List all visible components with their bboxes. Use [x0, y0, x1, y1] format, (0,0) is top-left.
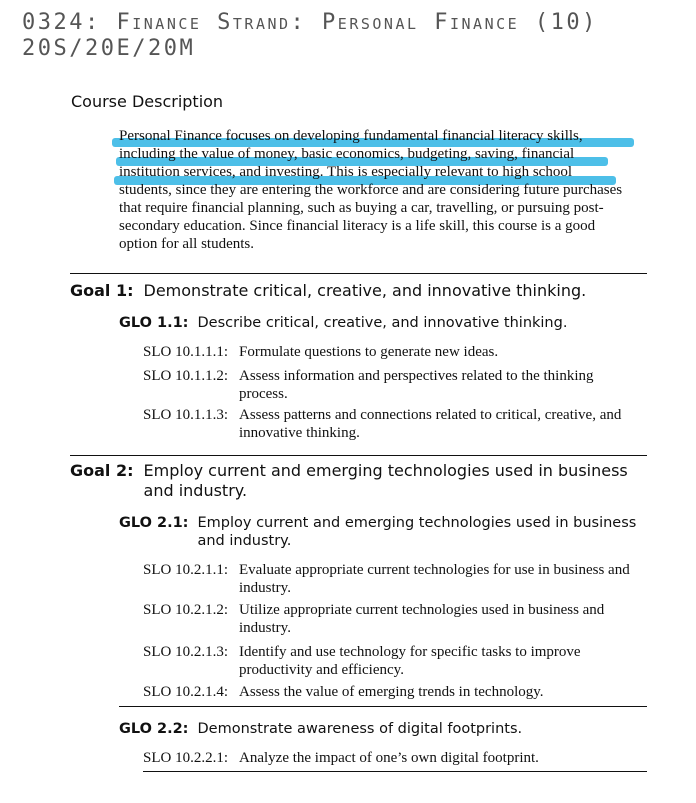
slo-text: Utilize appropriate current technologies used in business and industry.: [239, 602, 605, 636]
glo-label: GLO 1.1:: [119, 315, 189, 331]
course-description-title: Course Description: [71, 92, 224, 111]
grade-level: (10): [519, 10, 598, 35]
slo-code: SLO 10.1.1.1:: [143, 344, 229, 360]
slo-text: Analyze the impact of one’s own digital footprint.: [239, 750, 539, 766]
slo-code: SLO 10.1.1.3:: [143, 407, 229, 423]
glo-2-1: [119, 514, 659, 550]
goal-label: Goal 2:: [70, 461, 134, 480]
divider: [143, 771, 647, 772]
glo-1-1: [119, 314, 659, 332]
slo-item: [143, 643, 643, 679]
slo-item: [143, 601, 643, 637]
slo-code: SLO 10.2.1.2:: [143, 602, 229, 618]
slo-code: SLO 10.1.1.2:: [143, 368, 229, 384]
glo-label: GLO 2.1:: [119, 515, 189, 531]
goal-2: [70, 461, 660, 501]
slo-text: Assess information and perspectives related to the thinking process.: [239, 368, 594, 402]
course-code: 0324:: [22, 10, 117, 35]
glo-text: Demonstrate awareness of digital footprints.: [197, 721, 523, 737]
goal-text: Employ current and emerging technologies used in business and industry.: [143, 461, 628, 500]
goal-label: Goal 1:: [70, 281, 134, 300]
header-line-2: 20S/20E/20M: [22, 36, 196, 61]
glo-text: Employ current and emerging technologies used in business and industry.: [197, 515, 637, 549]
slo-text: Evaluate appropriate current technologies for use in business and industry.: [239, 562, 630, 596]
goal-1: [70, 281, 660, 301]
glo-2-2: [119, 720, 659, 738]
header-line-1: [22, 10, 682, 36]
slo-text: Assess patterns and connections related to critical, creative, and innovative thinking.: [239, 407, 622, 441]
glo-label: GLO 2.2:: [119, 721, 189, 737]
course-description-body: Personal Finance focuses on developing fundamental financial literacy skills, including the value of money, basic economics, budgeting, saving, financial institution services, and investing. This is especially relevant to high school students, since they are entering the workforce and are considering future purchases that require financial planning, such as buying a car, travelling, or pursuing post-secondary education. Since financial literacy is a life skill, this course is a good option for all students.: [119, 128, 623, 252]
strand-title: Finance Strand: Personal Finance: [116, 10, 520, 35]
divider: [70, 455, 647, 456]
slo-text: Assess the value of emerging trends in technology.: [239, 684, 544, 700]
slo-text: Formulate questions to generate new ideas.: [239, 344, 499, 360]
slo-code: SLO 10.2.1.3:: [143, 644, 229, 660]
slo-code: SLO 10.2.2.1:: [143, 750, 229, 766]
goal-text: Demonstrate critical, creative, and innovative thinking.: [143, 281, 587, 300]
slo-item: [143, 367, 643, 403]
page-header: [22, 10, 682, 62]
slo-code: SLO 10.2.1.4:: [143, 684, 229, 700]
divider: [70, 273, 647, 274]
glo-text: Describe critical, creative, and innovative thinking.: [197, 315, 568, 331]
slo-item: [143, 561, 643, 597]
slo-text: Identify and use technology for specific tasks to improve productivity and efficiency.: [239, 644, 581, 678]
slo-item: [143, 343, 643, 361]
slo-code: SLO 10.2.1.1:: [143, 562, 229, 578]
slo-item: [143, 406, 643, 442]
slo-item: [143, 749, 643, 767]
slo-item: [143, 683, 643, 701]
divider: [119, 706, 647, 707]
